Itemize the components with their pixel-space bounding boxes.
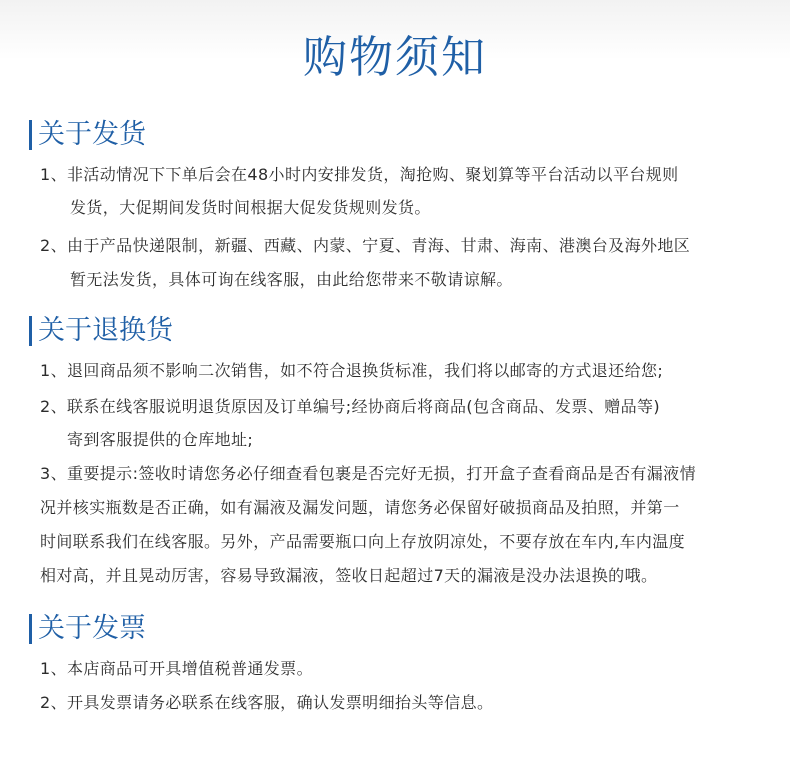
heading-accent-bar	[29, 316, 32, 346]
section-heading-returns	[29, 314, 173, 348]
returns-line-1: 1、退回商品须不影响二次销售，如不符合退换货标准，我们将以邮寄的方式退还给您;	[40, 361, 664, 380]
returns-line-6: 时间联系我们在线客服。另外，产品需要瓶口向上存放阴凉处，不要存放在车内,车内温度	[40, 532, 686, 551]
invoice-line-2: 2、开具发票请务必联系在线客服，确认发票明细抬头等信息。	[40, 693, 494, 712]
shipping-line-2: 发货，大促期间发货时间根据大促发货规则发货。	[70, 198, 431, 217]
returns-line-5: 况并核实瓶数是否正确，如有漏液及漏发问题，请您务必保留好破损商品及拍照，并第一	[40, 498, 680, 517]
shipping-line-3: 2、由于产品快递限制，新疆、西藏、内蒙、宁夏、青海、甘肃、海南、港澳台及海外地区	[40, 236, 691, 255]
shipping-line-1: 1、非活动情况下下单后会在48小时内安排发货，淘抢购、聚划算等平台活动以平台规则	[40, 165, 679, 184]
returns-line-7: 相对高，并且晃动厉害，容易导致漏液，签收日起超过7天的漏液是没办法退换的哦。	[40, 566, 658, 585]
page-title: 购物须知	[303, 32, 487, 83]
returns-line-2: 2、联系在线客服说明退货原因及订单编号;经协商后将商品(包含商品、发票、赠品等)	[40, 397, 661, 416]
returns-line-3: 寄到客服提供的仓库地址;	[67, 430, 254, 449]
section-heading-shipping	[29, 118, 146, 152]
returns-line-4: 3、重要提示:签收时请您务必仔细查看包裹是否完好无损，打开盒子查看商品是否有漏液情	[40, 464, 696, 483]
section-title-shipping: 关于发货	[38, 119, 146, 150]
heading-accent-bar	[29, 614, 32, 644]
section-title-returns: 关于退换货	[38, 315, 173, 346]
section-title-invoice: 关于发票	[38, 613, 146, 644]
section-heading-invoice	[29, 612, 146, 646]
invoice-line-1: 1、本店商品可开具增值税普通发票。	[40, 659, 313, 678]
shipping-line-4: 暂无法发货，具体可询在线客服，由此给您带来不敬请谅解。	[70, 270, 513, 289]
heading-accent-bar	[29, 120, 32, 150]
